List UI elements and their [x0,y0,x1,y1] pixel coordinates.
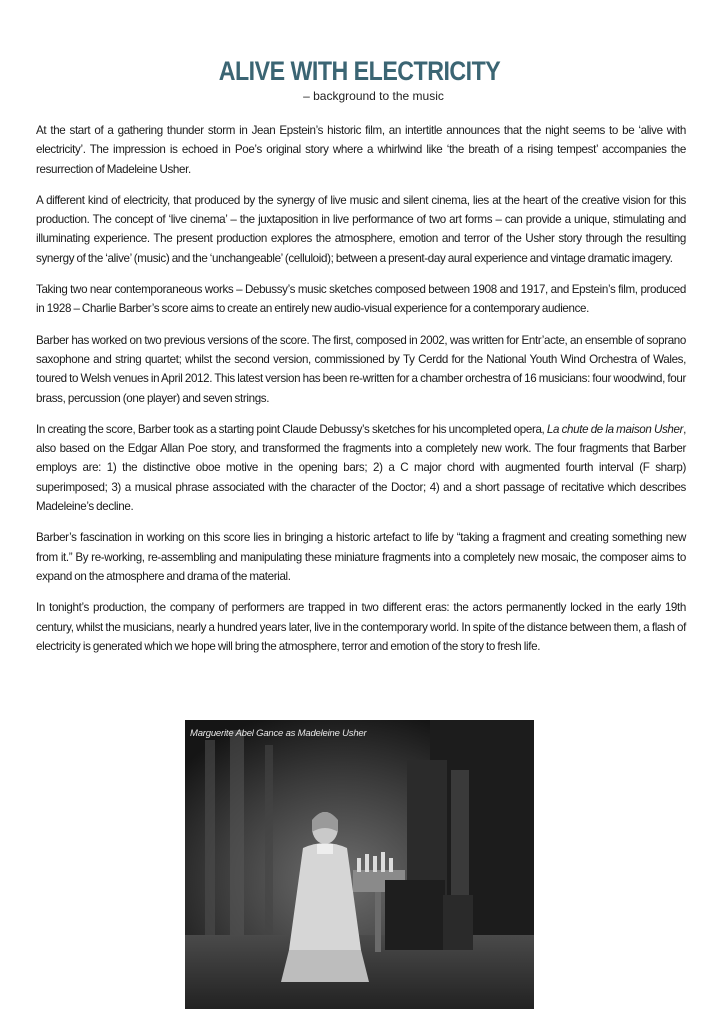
paragraph-5-start: In creating the score, Barber took as a starting point Claude Debussy’s sketches for his uncompleted opera, [36,422,547,436]
paragraph-3: Taking two near contemporaneous works – Debussy’s music sketches composed between 1908 and 1917, and Epstein’s film, produced in 1928 – Charlie Barber’s score aims to create an entirely new audio-visual experience for a contemporary audience. [36,283,686,316]
paragraph-6: Barber’s fascination in working on this score lies in bringing a historic artefact to life by “taking a fragment and creating something new from it.” By re-working, re-assembling and manipulating these miniature fragments into a completely new mosaic, the composer aims to expand on the atmosphere and drama of the material. [36,531,686,583]
paragraph-7: In tonight’s production, the company of performers are trapped in two different eras: the actors permanently locked in the early 19th century, whilst the musicians, nearly a hundred years later, live in the contemporary world. In spite of the distance between them, a flash of electricity is generated which we hope will bring the atmosphere, terror and emotion of the story to fresh life. [36,601,686,653]
opera-title: La chute de la maison Usher [546,422,684,436]
paragraph-5 [36,420,686,516]
paragraph-4: Barber has worked on two previous versions of the score. The first, composed in 2002, was written for Entr’acte, an ensemble of soprano saxophone and string quartet; whilst the second version, commissioned by Ty Cerdd for the National Youth Wind Orchestra of Wales, toured to Welsh venues in April 2012. This latest version has been re-written for a chamber orchestra of 16 musicians: four woodwind, four brass, percussion (one player) and seven strings. [36,333,686,405]
article-body [36,121,686,668]
paragraph-1: At the start of a gathering thunder storm in Jean Epstein’s historic film, an intertitle announces that the night seems to be ‘alive with electricity’. The impression is echoed in Poe’s original story where a whirlwind like ‘the breath of a rising tempest’ accompanies the resurrection of Madeleine Usher. [36,124,686,176]
paragraph-5-end: , also based on the Edgar Allan Poe story, and transformed the fragments into a completely new work. The four fragments that Barber employs are: 1) the distinctive oboe motive in the opening bars; 2) a C major chord with augmented fourth interval (F sharp) superimposed; 3) a musical phrase associated with the character of the Doctor; 4) and a short passage of recitative which describes Madeleine’s decline. [36,422,686,514]
paragraph-2: A different kind of electricity, that produced by the synergy of live music and silent cinema, lies at the heart of the creative vision for this production. The concept of ‘live cinema’ – the juxtaposition in live performance of two art forms – can provide a unique, stimulating and illuminating experience. The present production explores the atmosphere, emotion and terror of the Usher story through the resulting synergy of the ‘alive’ (music) and the ‘unchangeable’ (celluloid); between a present-day aural experience and vintage dramatic imagery. [36,193,686,265]
page-title: ALIVE WITH ELECTRICITY [218,56,501,86]
page-subtitle: – background to the music [303,89,444,103]
photo-caption: Marguerite Abel Gance as Madeleine Usher [190,728,367,739]
film-still-photo [185,720,534,1009]
film-still-image [185,720,534,1009]
